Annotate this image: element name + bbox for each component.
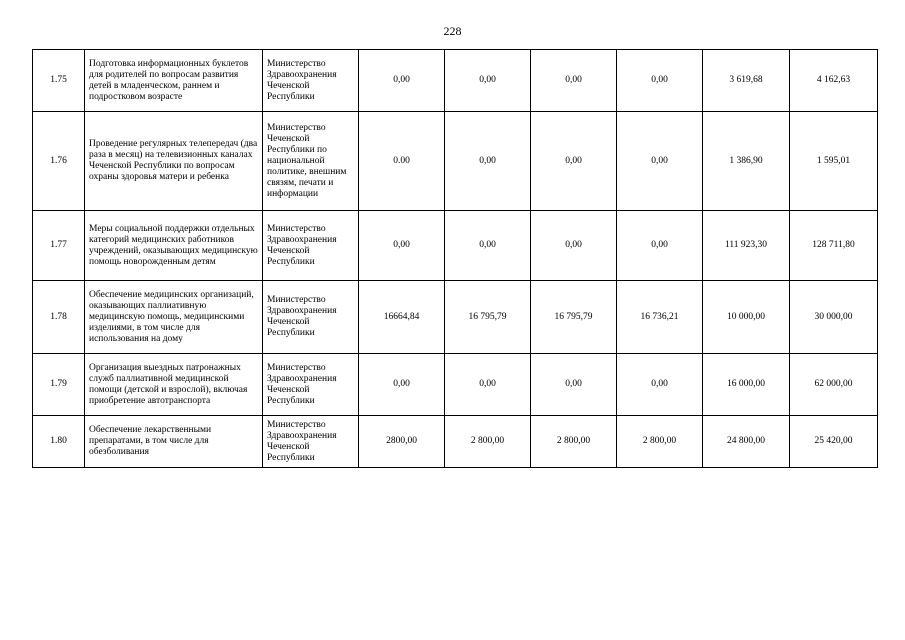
row-description: Организация выездных патронажных служб паллиативной медицинской помощи (детской и взрослой), включая приобретение автотранспорта [85, 354, 263, 416]
row-value: 111 923,30 [703, 211, 790, 281]
row-value: 16 736,21 [617, 281, 703, 354]
row-description: Обеспечение лекарственными препаратами, в том числе для обезболивания [85, 416, 263, 468]
row-value: 0,00 [445, 50, 531, 112]
row-value: 2 800,00 [445, 416, 531, 468]
row-value: 0,00 [531, 211, 617, 281]
table-row [33, 50, 878, 112]
row-value: 0,00 [359, 211, 445, 281]
row-number: 1.75 [33, 50, 85, 112]
table-row [33, 416, 878, 468]
row-number: 1.78 [33, 281, 85, 354]
row-description: Подготовка информационных буклетов для родителей по вопросам развития детей в младенческом, раннем и подростковом возрасте [85, 50, 263, 112]
row-description: Меры социальной поддержки отдельных категорий медицинских работников учреждений, оказывающих медицинскую помощь новорожденным детям [85, 211, 263, 281]
row-value: 0,00 [531, 354, 617, 416]
row-number: 1.79 [33, 354, 85, 416]
row-value: 10 000,00 [703, 281, 790, 354]
row-value: 30 000,00 [790, 281, 878, 354]
row-value: 0,00 [531, 112, 617, 211]
row-organization: Министерство Здравоохранения Чеченской Республики [263, 50, 359, 112]
row-value: 3 619,68 [703, 50, 790, 112]
row-value: 0,00 [359, 50, 445, 112]
row-value: 16664,84 [359, 281, 445, 354]
row-value: 24 800,00 [703, 416, 790, 468]
budget-table [32, 49, 878, 468]
table-row [33, 112, 878, 211]
row-number: 1.77 [33, 211, 85, 281]
row-value: 2 800,00 [617, 416, 703, 468]
row-value: 0,00 [531, 50, 617, 112]
row-organization: Министерство Здравоохранения Чеченской Республики [263, 416, 359, 468]
row-value: 62 000,00 [790, 354, 878, 416]
row-value: 0.00 [359, 112, 445, 211]
row-value: 16 795,79 [531, 281, 617, 354]
page-number: 228 [443, 24, 462, 38]
row-organization: Министерство Здравоохранения Чеченской Республики [263, 211, 359, 281]
table-row [33, 211, 878, 281]
row-value: 2800,00 [359, 416, 445, 468]
row-number: 1.76 [33, 112, 85, 211]
row-value: 0,00 [359, 354, 445, 416]
row-organization: Министерство Здравоохранения Чеченской Республики [263, 354, 359, 416]
row-organization: Министерство Чеченской Республики по национальной политике, внешним связям, печати и информации [263, 112, 359, 211]
row-value: 128 711,80 [790, 211, 878, 281]
row-value: 25 420,00 [790, 416, 878, 468]
row-number: 1.80 [33, 416, 85, 468]
row-value: 1 595,01 [790, 112, 878, 211]
row-value: 0,00 [617, 354, 703, 416]
row-value: 4 162,63 [790, 50, 878, 112]
row-description: Проведение регулярных телепередач (два раза в месяц) на телевизионных каналах Чеченской Республики по вопросам охраны здоровья матери и ребенка [85, 112, 263, 211]
row-description: Обеспечение медицинских организаций, оказывающих паллиативную медицинскую помощь, медицинскими изделиями, в том числе для использования на дому [85, 281, 263, 354]
row-value: 2 800,00 [531, 416, 617, 468]
row-value: 0,00 [617, 211, 703, 281]
table-row [33, 354, 878, 416]
row-value: 0,00 [617, 112, 703, 211]
row-value: 0,00 [445, 354, 531, 416]
row-value: 1 386,90 [703, 112, 790, 211]
row-value: 16 795,79 [445, 281, 531, 354]
row-value: 0,00 [617, 50, 703, 112]
table-row [33, 281, 878, 354]
row-value: 0,00 [445, 211, 531, 281]
row-value: 0,00 [445, 112, 531, 211]
row-value: 16 000,00 [703, 354, 790, 416]
row-organization: Министерство Здравоохранения Чеченской Республики [263, 281, 359, 354]
